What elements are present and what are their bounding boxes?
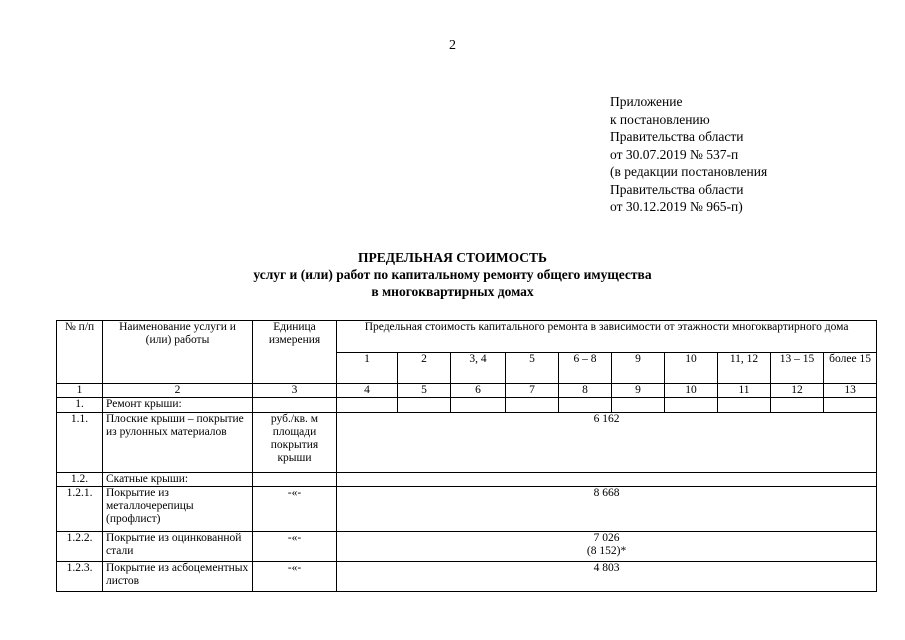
col-number: 3 <box>253 384 337 398</box>
table-row <box>57 413 877 473</box>
row-value-main: 7 026 <box>593 532 620 544</box>
col-number: 12 <box>771 384 824 398</box>
empty-cell <box>824 398 877 413</box>
page-number: 2 <box>449 38 456 53</box>
empty-cell <box>451 398 506 413</box>
empty-cell <box>612 398 665 413</box>
col-number: 13 <box>824 384 877 398</box>
row-unit: -«- <box>253 532 337 562</box>
title-line-2: услуг и (или) работ по капитальному ремонту общего имущества <box>253 267 652 282</box>
row-num: 1.1. <box>57 413 103 473</box>
title-line-1: ПРЕДЕЛЬНАЯ СТОИМОСТЬ <box>358 250 547 265</box>
header-cost: Предельная стоимость капитального ремонта в зависимости от этажности многоквартирного дома <box>337 321 877 353</box>
row-value: 4 803 <box>337 562 877 592</box>
row-name: Скатные крыши: <box>103 473 253 487</box>
empty-cell <box>253 398 337 413</box>
col-number: 10 <box>665 384 718 398</box>
row-num: 1.2.3. <box>57 562 103 592</box>
row-name: Покрытие из оцинкованной стали <box>103 532 253 562</box>
col-number: 8 <box>559 384 612 398</box>
row-value <box>337 532 877 562</box>
header-num: № п/п <box>57 321 103 384</box>
table-row <box>57 473 877 487</box>
col-number: 9 <box>612 384 665 398</box>
row-name: Покрытие из металлочерепицы (профлист) <box>103 487 253 532</box>
appendix-line: Правительства области <box>610 181 744 197</box>
appendix-line: к постановлению <box>610 111 710 127</box>
row-num: 1.2. <box>57 473 103 487</box>
row-value-alt: (8 152)* <box>586 545 627 557</box>
col-number: 2 <box>103 384 253 398</box>
header-unit: Единица измерения <box>253 321 337 384</box>
cost-table <box>56 320 877 592</box>
appendix-line: (в редакции постановления <box>610 164 768 179</box>
col-number: 1 <box>57 384 103 398</box>
row-unit: руб./кв. м площади покрытия крыши <box>253 413 337 473</box>
appendix-block <box>610 93 767 216</box>
row-num: 1.2.1. <box>57 487 103 532</box>
col-number: 5 <box>398 384 451 398</box>
appendix-line: от 30.07.2019 № 537-п <box>610 146 739 162</box>
header-floor: более 15 <box>824 353 877 384</box>
appendix-line: Приложение <box>610 94 683 109</box>
header-floor: 2 <box>398 353 451 384</box>
row-name: Плоские крыши – покрытие из рулонных материалов <box>103 413 253 473</box>
empty-cell <box>665 398 718 413</box>
empty-cell <box>559 398 612 413</box>
col-number: 7 <box>506 384 559 398</box>
row-unit: -«- <box>253 562 337 592</box>
header-floor: 1 <box>337 353 398 384</box>
title-line-3: в многоквартирных домах <box>371 284 534 299</box>
empty-cell <box>337 398 398 413</box>
empty-cell <box>771 398 824 413</box>
header-floor: 9 <box>612 353 665 384</box>
header-floor: 10 <box>665 353 718 384</box>
row-name: Покрытие из асбоцементных листов <box>103 562 253 592</box>
header-floor: 11, 12 <box>718 353 771 384</box>
table-row <box>57 398 877 413</box>
header-floor: 3, 4 <box>451 353 506 384</box>
col-number: 6 <box>451 384 506 398</box>
table-row <box>57 532 877 562</box>
document-title <box>0 249 905 300</box>
table-row <box>57 487 877 532</box>
col-number: 4 <box>337 384 398 398</box>
row-unit: -«- <box>253 487 337 532</box>
col-number: 11 <box>718 384 771 398</box>
empty-cell <box>337 473 877 487</box>
header-floor: 13 – 15 <box>771 353 824 384</box>
row-value: 6 162 <box>337 413 877 473</box>
appendix-line: от 30.12.2019 № 965-п) <box>610 199 743 214</box>
empty-cell <box>253 473 337 487</box>
header-floor: 5 <box>506 353 559 384</box>
header-floor: 6 – 8 <box>559 353 612 384</box>
empty-cell <box>398 398 451 413</box>
table-row <box>57 562 877 592</box>
header-name: Наименование услуги и (или) работы <box>103 321 253 384</box>
appendix-line: Правительства области <box>610 129 744 144</box>
row-num: 1.2.2. <box>57 532 103 562</box>
empty-cell <box>718 398 771 413</box>
row-name: Ремонт крыши: <box>103 398 253 413</box>
empty-cell <box>506 398 559 413</box>
row-num: 1. <box>57 398 103 413</box>
row-value: 8 668 <box>337 487 877 532</box>
